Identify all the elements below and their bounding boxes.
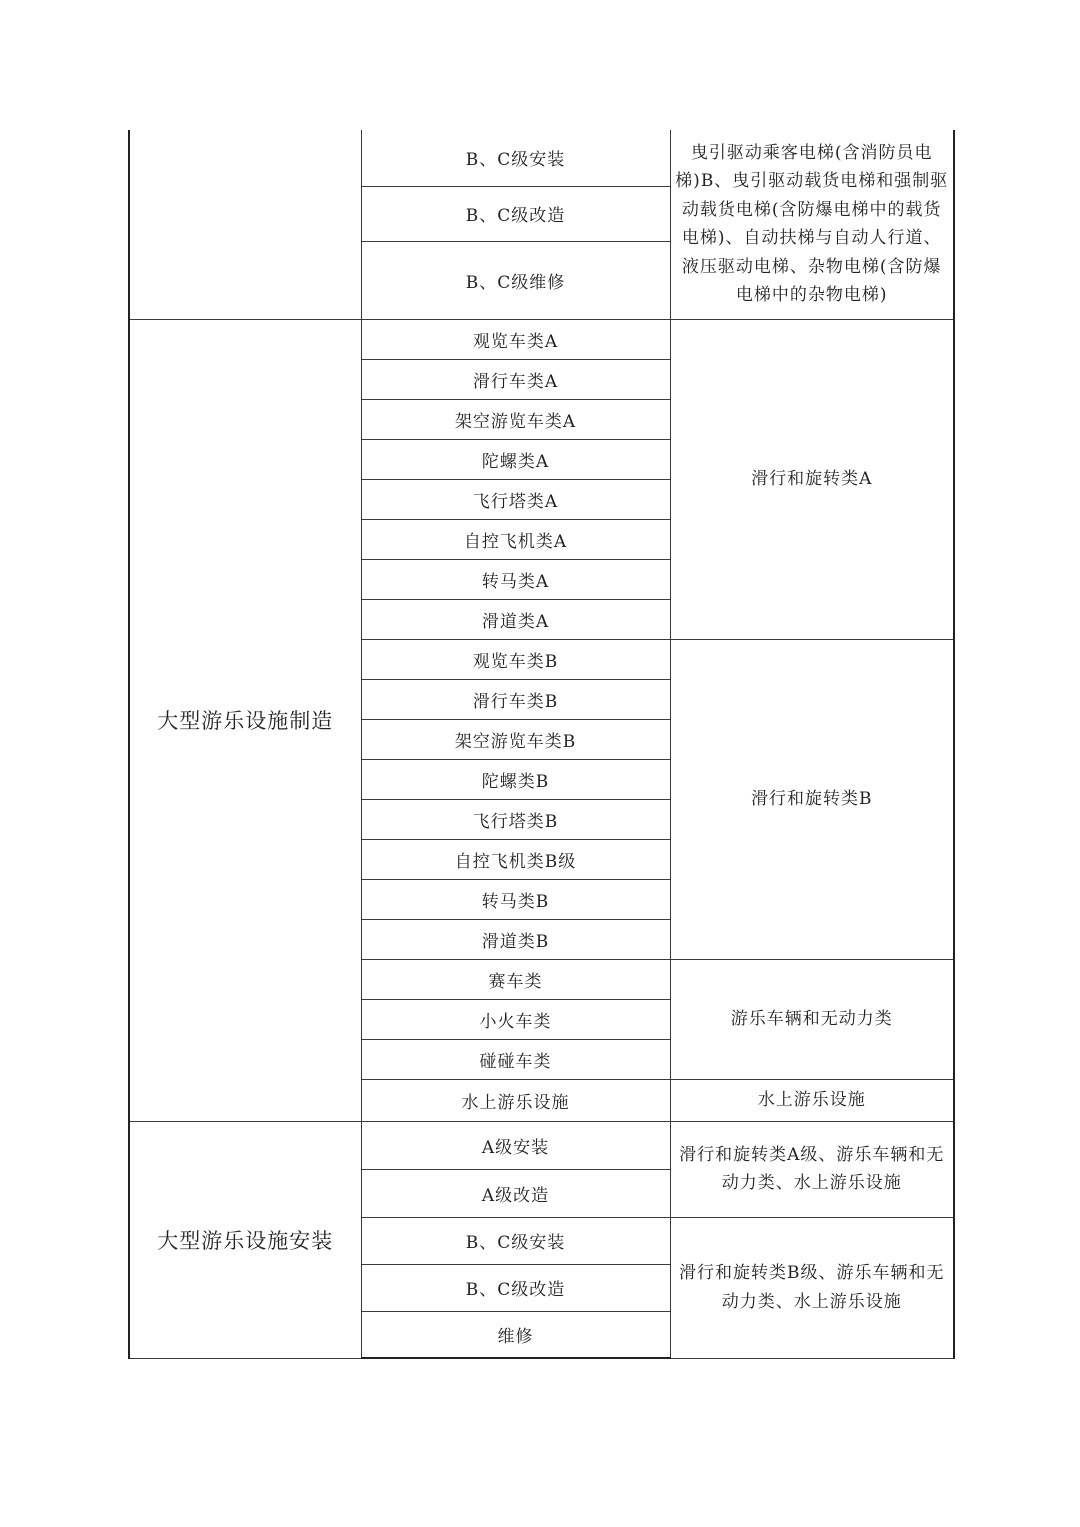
item-cell: B、C级安装	[361, 1217, 670, 1264]
item-cell: A级安装	[361, 1121, 670, 1169]
item-cell: 架空游览车类B	[361, 719, 670, 759]
table-row	[129, 1121, 954, 1169]
item-cell: 陀螺类B	[361, 759, 670, 799]
item-cell: 滑行车类B	[361, 679, 670, 719]
item-cell: 滑行车类A	[361, 359, 670, 399]
table-row	[129, 319, 954, 359]
item-cell: 自控飞机类B级	[361, 839, 670, 879]
item-cell: 飞行塔类B	[361, 799, 670, 839]
table-row	[129, 130, 954, 186]
scope-cell: 游乐车辆和无动力类	[670, 959, 954, 1079]
scope-cell: 滑行和旋转类A级、游乐车辆和无动力类、水上游乐设施	[670, 1121, 954, 1217]
item-cell: 赛车类	[361, 959, 670, 999]
item-cell: B、C级改造	[361, 186, 670, 241]
item-cell: 碰碰车类	[361, 1039, 670, 1079]
item-cell: A级改造	[361, 1169, 670, 1217]
scope-cell: 水上游乐设施	[670, 1079, 954, 1121]
item-cell: 观览车类A	[361, 319, 670, 359]
item-cell: B、C级改造	[361, 1264, 670, 1311]
item-cell: 小火车类	[361, 999, 670, 1039]
scope-cell: 滑行和旋转类A	[670, 319, 954, 639]
item-cell: B、C级维修	[361, 241, 670, 319]
item-cell: 维修	[361, 1311, 670, 1358]
item-cell: 转马类A	[361, 559, 670, 599]
item-cell: 滑道类A	[361, 599, 670, 639]
item-cell: 观览车类B	[361, 639, 670, 679]
item-cell: 滑道类B	[361, 919, 670, 959]
scope-cell: 滑行和旋转类B	[670, 639, 954, 959]
item-cell: 水上游乐设施	[361, 1079, 670, 1121]
item-cell: 架空游览车类A	[361, 399, 670, 439]
item-cell: 自控飞机类A	[361, 519, 670, 559]
qualification-table	[128, 130, 955, 1359]
scope-cell: 滑行和旋转类B级、游乐车辆和无动力类、水上游乐设施	[670, 1217, 954, 1358]
item-cell: 转马类B	[361, 879, 670, 919]
scope-cell: 曳引驱动乘客电梯(含消防员电梯)B、曳引驱动载货电梯和强制驱动载货电梯(含防爆电梯中的载货电梯)、自动扶梯与自动人行道、液压驱动电梯、杂物电梯(含防爆电梯中的杂物电梯)	[670, 130, 954, 319]
category-cell-continued	[129, 130, 361, 319]
category-cell: 大型游乐设施制造	[129, 319, 361, 1121]
item-cell: 飞行塔类A	[361, 479, 670, 519]
category-cell: 大型游乐设施安装	[129, 1121, 361, 1358]
item-cell: 陀螺类A	[361, 439, 670, 479]
item-cell: B、C级安装	[361, 130, 670, 186]
